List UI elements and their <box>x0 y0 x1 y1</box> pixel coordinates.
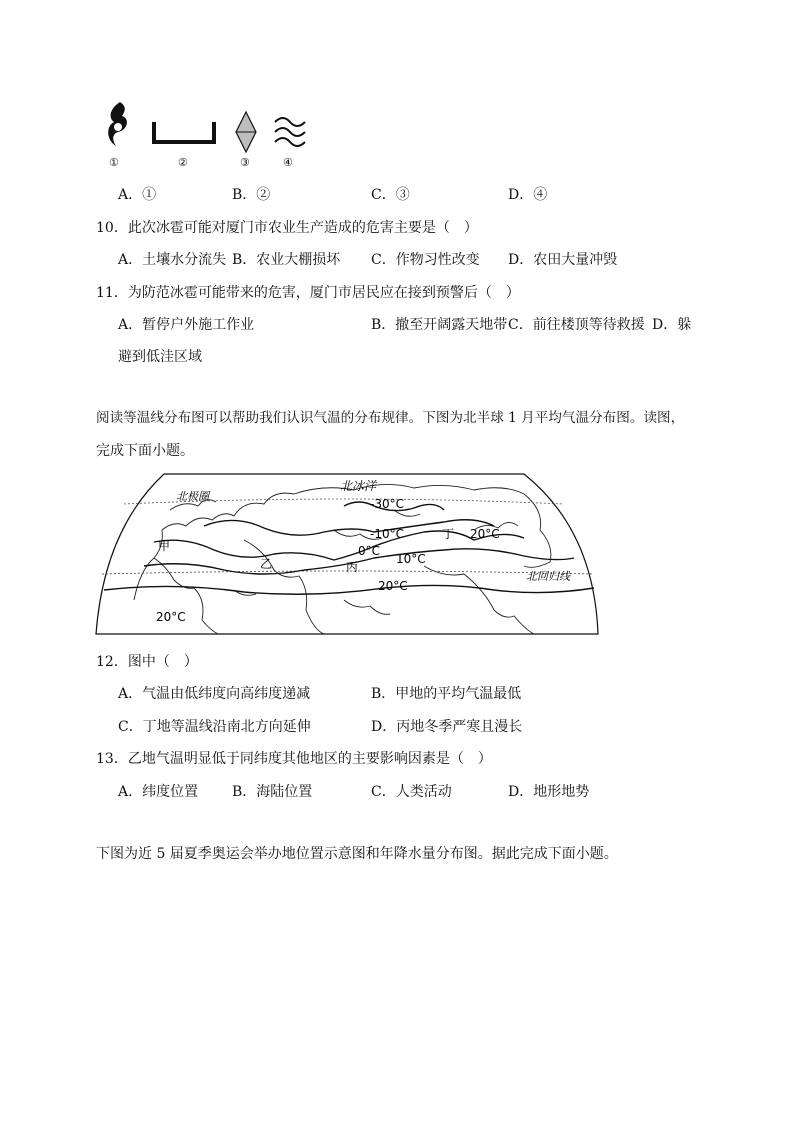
q12-option-c: C．丁地等温线沿南北方向延伸 <box>118 719 311 735</box>
q12-option-d: D．丙地冬季严寒且漫长 <box>371 719 523 735</box>
label-arctic-circle: 北极圈 <box>176 490 209 503</box>
q12-stem: 12．图中（ ） <box>96 654 198 670</box>
q11-option-c: C．前往楼顶等待救援 <box>508 317 645 333</box>
symbol-label-4: ④ <box>283 156 293 169</box>
label-iso-m10: -10°C <box>370 527 404 541</box>
q10-option-b: B．农业大棚损坏 <box>232 252 341 268</box>
bracket-icon <box>151 120 217 146</box>
label-iso-m30: -30°C <box>370 497 404 511</box>
label-tropic-cancer: 北回归线 <box>526 570 570 583</box>
q9-option-c: C．③ <box>371 187 410 203</box>
q11-option-d: D．躲 <box>652 317 692 333</box>
q9-option-a: A．① <box>118 187 157 203</box>
q13-option-c: C．人类活动 <box>371 784 452 800</box>
label-arctic-ocean: 北冰洋 <box>340 479 377 493</box>
label-iso-20-west: 20°C <box>156 610 186 624</box>
q11-option-a: A．暂停户外施工作业 <box>118 317 255 333</box>
q12-option-b: B．甲地的平均气温最低 <box>371 686 522 702</box>
q11-stem: 11．为防范冰雹可能带来的危害，厦门市居民应在接到预警后（ ） <box>96 285 520 301</box>
q13-option-d: D．地形地势 <box>508 784 590 800</box>
q11-option-b: B．撤至开阔露天地带 <box>371 317 508 333</box>
label-jia: 甲 <box>158 539 171 553</box>
q10-option-a: A．土壤水分流失 <box>118 252 227 268</box>
label-ding: 丁 <box>442 527 455 541</box>
passage2-line1: 下图为近 5 届夏季奥运会举办地位置示意图和年降水量分布图。据此完成下面小题。 <box>96 846 618 862</box>
symbol-label-1: ① <box>109 156 119 169</box>
q13-stem: 13．乙地气温明显低于同纬度其他地区的主要影响因素是（ ） <box>96 751 492 767</box>
symbol-label-2: ② <box>178 156 188 169</box>
label-yi: 乙 <box>260 557 273 571</box>
label-iso-10: 10°C <box>396 552 426 566</box>
label-bing: 丙 <box>346 560 359 574</box>
q12-option-a: A．气温由低纬度向高纬度递减 <box>118 686 311 702</box>
q10-option-c: C．作物习性改变 <box>371 252 480 268</box>
symbol-label-3: ③ <box>240 156 250 169</box>
q13-option-b: B．海陆位置 <box>232 784 313 800</box>
q9-option-b: B．② <box>232 187 271 203</box>
q10-stem: 10．此次冰雹可能对厦门市农业生产造成的危害主要是（ ） <box>96 220 478 236</box>
diamond-icon <box>234 110 258 154</box>
q9-option-d: D．④ <box>508 187 548 203</box>
passage1-line2: 完成下面小题。 <box>96 443 194 459</box>
wave-icon <box>273 114 307 148</box>
symbol-row <box>96 100 326 175</box>
isotherm-map <box>94 470 600 636</box>
typhoon-icon <box>104 100 132 152</box>
q13-option-a: A．纬度位置 <box>118 784 199 800</box>
passage1-line1: 阅读等温线分布图可以帮助我们认识气温的分布规律。下图为北半球 1 月平均气温分布图。读图， <box>96 410 685 426</box>
label-iso-20-south: 20°C <box>378 579 408 593</box>
label-iso-0: 0°C <box>358 544 381 558</box>
q11-continuation: 避到低洼区域 <box>118 349 202 365</box>
label-iso-20-east: 20°C <box>470 527 500 541</box>
q10-option-d: D．农田大量冲毁 <box>508 252 618 268</box>
